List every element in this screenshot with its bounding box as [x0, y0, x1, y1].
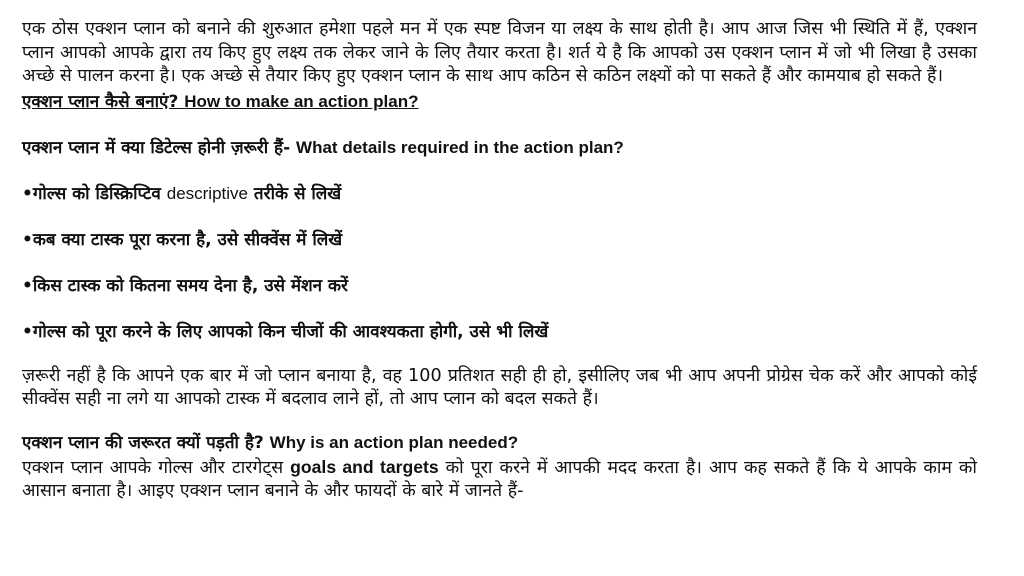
heading-how-to-make-hindi: एक्शन प्लान कैसे बनाएं?: [22, 91, 179, 112]
heading-how-to-make: [22, 91, 977, 113]
review-paragraph: ज़रूरी नहीं है कि आपने एक बार में जो प्लान बनाया है, वह 100 प्रतिशत सही ही हो, इसीलिए जब भी आप अपनी प्रोग्रेस चेक करें और आपको कोई सीक्वेंस सही ना लगे या आपको टास्क में बदलाव लाने हों, तो आप प्लान को बदल सकते हैं।: [22, 365, 977, 409]
heading-details-required: [22, 137, 977, 159]
bullet-task-time: •किस टास्क को कितना समय देना है, उसे मेंशन करें: [22, 275, 349, 296]
why-paragraph-post: को पूरा करने में आपकी मदद करता है। आप कह सकते हैं कि ये आपके काम को आसान बनाता है। आइए एक्शन प्लान बनाने के और फायदों के बारे में जानते हैं-: [22, 457, 977, 501]
bullet-goals-descriptive: [22, 183, 977, 205]
why-paragraph-bold: goals and targets: [290, 456, 439, 477]
heading-how-to-make-english: How to make an action plan?: [184, 91, 419, 111]
article-body: [22, 18, 977, 504]
bullet-goals-pre: •गोल्स को डिस्क्रिप्टिव: [22, 183, 161, 204]
why-paragraph: [22, 456, 977, 504]
heading-details-english: What details required in the action plan?: [296, 137, 624, 157]
bullet-goals-post: तरीके से लिखें: [253, 183, 342, 204]
bullet-task-sequence: •कब क्या टास्क पूरा करना है, उसे सीक्वेंस में लिखें: [22, 229, 343, 250]
intro-paragraph: एक ठोस एक्शन प्लान को बनाने की शुरुआत हमेशा पहले मन में एक स्पष्ट विजन या लक्ष्य के साथ होती है। आप आज जिस भी स्थिति में हैं, एक्शन प्लान आपको आपके द्वारा तय किए हुए लक्ष्य तक लेकर जाने के लिए तैयार करता है। शर्त ये है कि आपको उस एक्शन प्लान में जो भी लिखा है उसका अच्छे से पालन करना है। एक अच्छे से तैयार किए हुए एक्शन प्लान के साथ आप कठिन से कठिन लक्ष्यों को पा सकते हैं और कामयाब हो सकते हैं।: [22, 19, 977, 86]
heading-why-hindi: एक्शन प्लान की जरूरत क्यों पड़ती है?: [22, 432, 264, 453]
why-paragraph-pre: एक्शन प्लान आपके गोल्स और टारगेट्स: [22, 457, 284, 478]
bullet-goals-english: descriptive: [166, 183, 248, 203]
heading-details-hindi: एक्शन प्लान में क्या डिटेल्स होनी ज़रूरी हैं-: [22, 137, 291, 158]
heading-why-needed: [22, 432, 977, 454]
bullet-requirements: •गोल्स को पूरा करने के लिए आपको किन चीजों की आवश्यकता होगी, उसे भी लिखें: [22, 321, 549, 342]
heading-why-english: Why is an action plan needed?: [269, 432, 519, 452]
